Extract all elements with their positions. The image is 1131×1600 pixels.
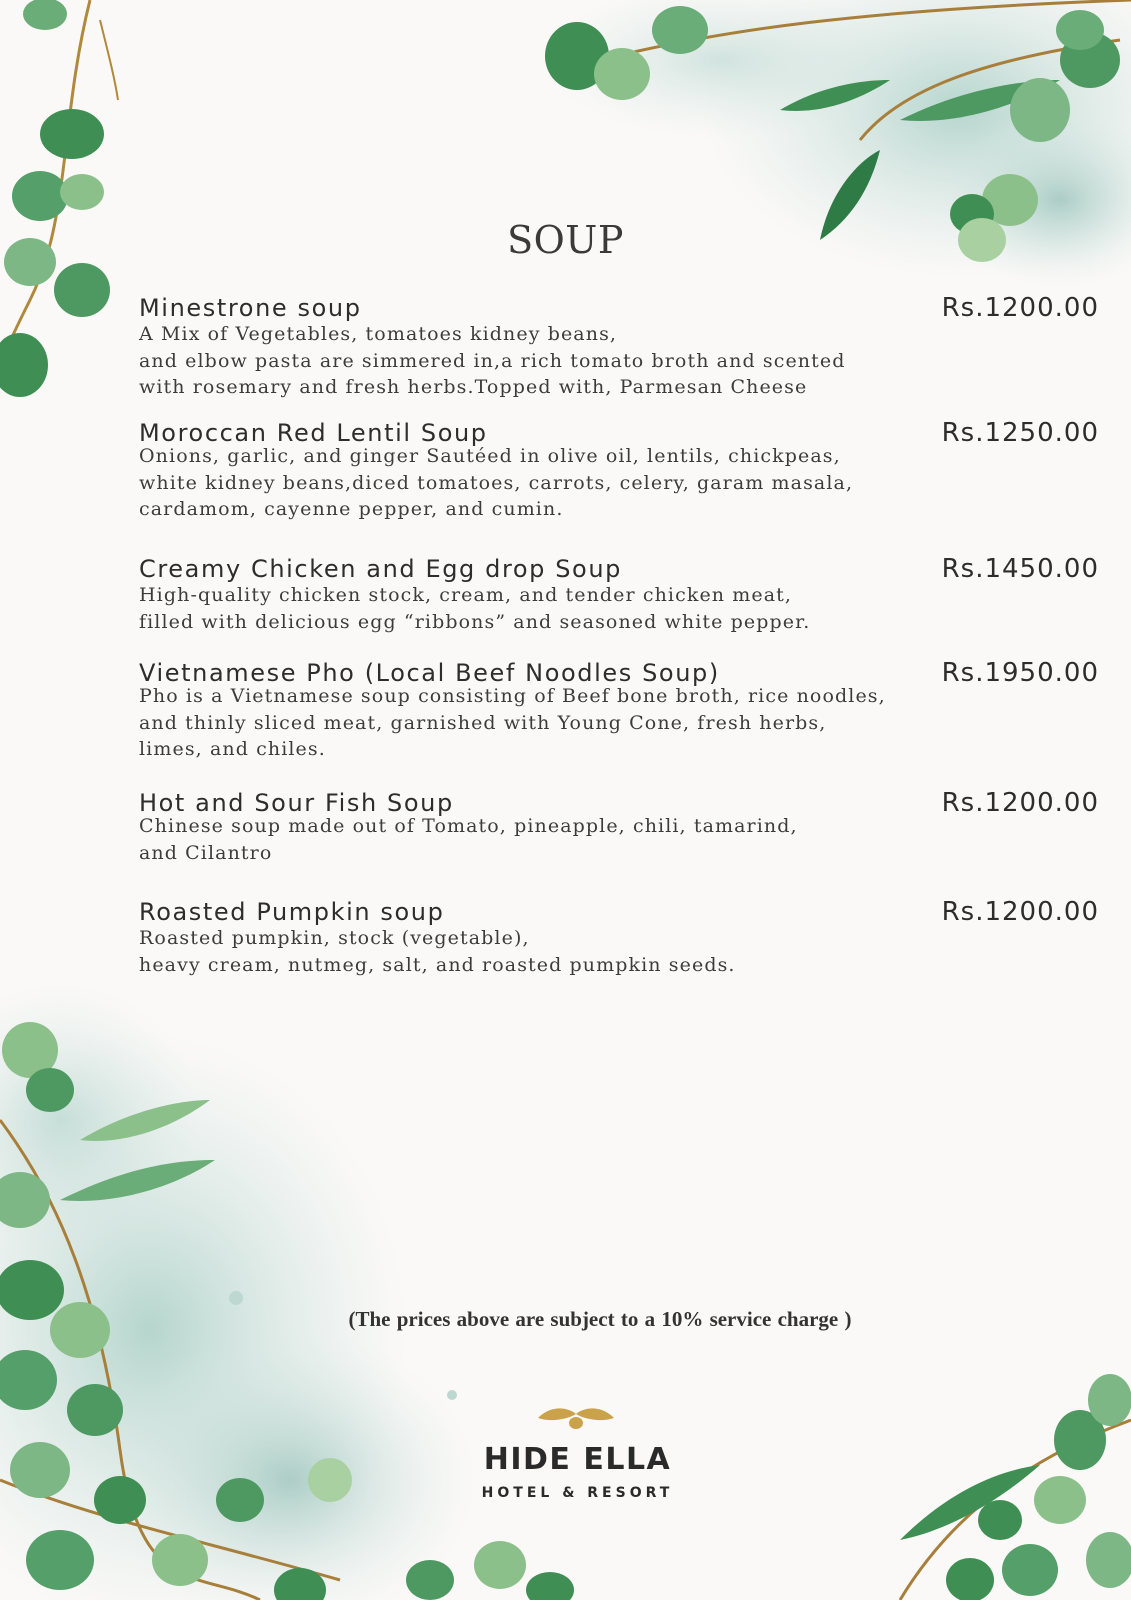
menu-item-roasted-pumpkin-soup xyxy=(139,899,1099,978)
menu-item-price: Rs.1200.00 xyxy=(941,788,1099,818)
menu-item-description-line: High-quality chicken stock, cream, and tender chicken meat, xyxy=(139,584,793,606)
menu-item-price: Rs.1950.00 xyxy=(941,658,1099,688)
menu-item-name: Creamy Chicken and Egg drop Soup xyxy=(139,555,622,583)
menu-item-creamy-chicken-and-egg-drop-soup xyxy=(139,556,1099,635)
brand-name: HIDE ELLA xyxy=(483,1442,672,1477)
menu-item-price: Rs.1450.00 xyxy=(941,554,1099,584)
menu-item-moroccan-red-lentil-soup xyxy=(139,420,1099,523)
menu-item-description-line: with rosemary and fresh herbs.Topped with, Parmesan Cheese xyxy=(139,376,808,398)
service-charge-note: (The prices above are subject to a 10% service charge ) xyxy=(348,1307,852,1331)
menu-item-description-line: Chinese soup made out of Tomato, pineapple, chili, tamarind, xyxy=(139,815,798,837)
menu-item-description-line: white kidney beans,diced tomatoes, carrots, celery, garam masala, xyxy=(139,471,854,494)
menu-item-description-line: filled with delicious egg “ribbons” and seasoned white pepper. xyxy=(139,610,811,633)
menu-item-price: Rs.1200.00 xyxy=(941,293,1099,323)
menu-item-description-line: Roasted pumpkin, stock (vegetable), xyxy=(139,927,530,949)
menu-item-description-line: A Mix of Vegetables, tomatoes kidney beans, xyxy=(139,323,618,345)
menu-item-description-line: Onions, garlic, and ginger Sautéed in olive oil, lentils, chickpeas, xyxy=(139,445,841,467)
menu-item-name: Roasted Pumpkin soup xyxy=(139,898,445,926)
menu-title: SOUP xyxy=(507,218,624,262)
menu-item-name: Vietnamese Pho (Local Beef Noodles Soup) xyxy=(139,659,720,687)
menu-item-minestrone-soup xyxy=(139,295,1099,401)
menu-item-name: Moroccan Red Lentil Soup xyxy=(139,419,488,447)
brand-logo-icon xyxy=(538,1408,614,1429)
menu-item-price: Rs.1200.00 xyxy=(941,897,1099,927)
menu-item-description-line: and thinly sliced meat, garnished with Young Cone, fresh herbs, xyxy=(139,711,827,734)
menu-item-name: Hot and Sour Fish Soup xyxy=(139,789,454,817)
menu-item-hot-and-sour-fish-soup xyxy=(139,790,1099,866)
menu-item-description-line: and Cilantro xyxy=(139,841,273,864)
top-left-branch xyxy=(0,0,118,397)
menu-item-price: Rs.1250.00 xyxy=(941,418,1099,448)
menu-item-description-line: heavy cream, nutmeg, salt, and roasted pumpkin seeds. xyxy=(139,953,736,976)
brand-subtitle: HOTEL & RESORT xyxy=(481,1485,674,1501)
menu-item-description-line: and elbow pasta are simmered in,a rich tomato broth and scented xyxy=(139,349,846,372)
menu-item-description-line: Pho is a Vietnamese soup consisting of Beef bone broth, rice noodles, xyxy=(139,685,886,707)
menu-item-description-line: limes, and chiles. xyxy=(139,738,326,760)
menu-item-vietnamese-pho xyxy=(139,660,1099,763)
menu-item-description-line: cardamom, cayenne pepper, and cumin. xyxy=(139,498,564,520)
menu-item-name: Minestrone soup xyxy=(139,294,362,322)
